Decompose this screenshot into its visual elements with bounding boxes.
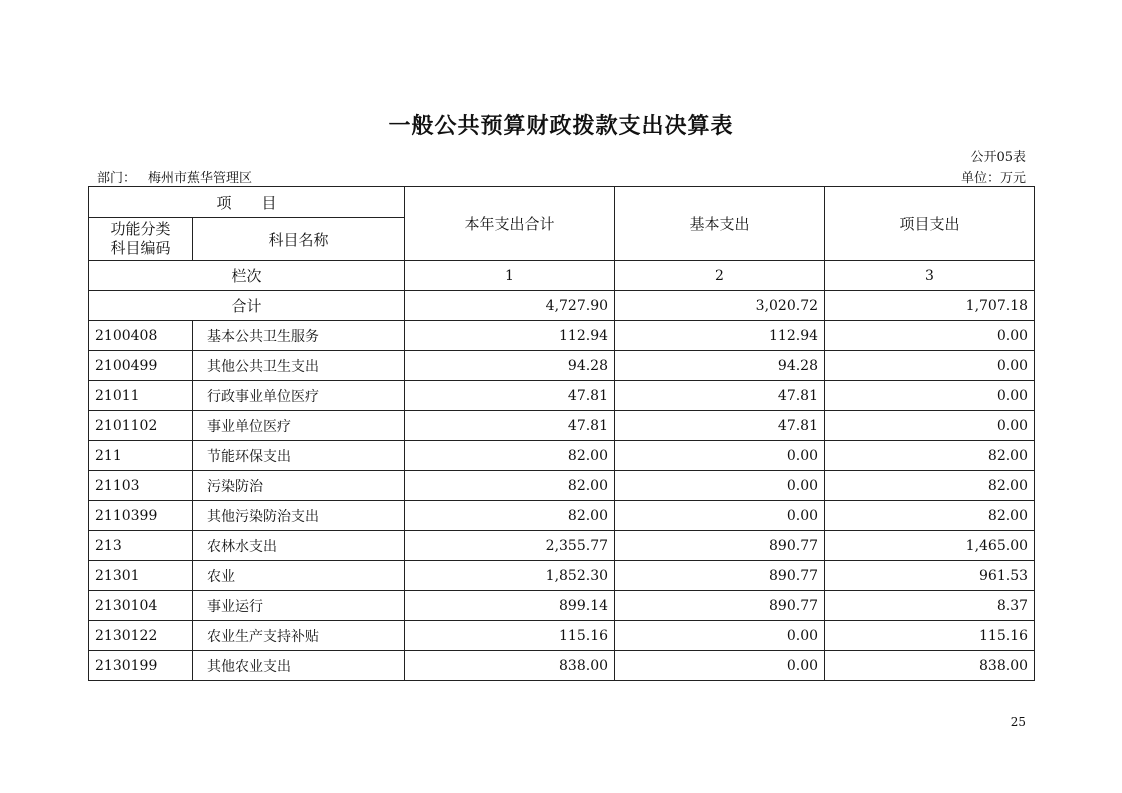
column-label: 栏次 xyxy=(89,261,405,291)
header-basic: 基本支出 xyxy=(615,187,825,261)
table-row xyxy=(89,531,1035,561)
table-row xyxy=(89,651,1035,681)
column-number-2: 2 xyxy=(615,261,825,291)
row-basic: 47.81 xyxy=(615,411,825,441)
table-row xyxy=(89,381,1035,411)
row-project: 0.00 xyxy=(825,381,1035,411)
row-total: 94.28 xyxy=(405,351,615,381)
row-total: 838.00 xyxy=(405,651,615,681)
row-subject-name: 农业 xyxy=(193,561,405,591)
row-basic: 890.77 xyxy=(615,531,825,561)
table-row xyxy=(89,351,1035,381)
department-line xyxy=(97,167,252,186)
table-row xyxy=(89,321,1035,351)
header-subject-name: 科目名称 xyxy=(193,218,405,261)
header-project: 项目支出 xyxy=(825,187,1035,261)
table-row xyxy=(89,441,1035,471)
row-basic: 112.94 xyxy=(615,321,825,351)
row-project: 8.37 xyxy=(825,591,1035,621)
row-total: 82.00 xyxy=(405,501,615,531)
row-subject-name: 节能环保支出 xyxy=(193,441,405,471)
row-code: 2130122 xyxy=(89,621,193,651)
row-total: 112.94 xyxy=(405,321,615,351)
row-basic: 890.77 xyxy=(615,561,825,591)
table-row xyxy=(89,501,1035,531)
total-sum: 4,727.90 xyxy=(405,291,615,321)
department-label: 部门： xyxy=(97,171,137,186)
row-project: 0.00 xyxy=(825,321,1035,351)
row-subject-name: 农业生产支持补贴 xyxy=(193,621,405,651)
total-label: 合计 xyxy=(89,291,405,321)
row-project: 115.16 xyxy=(825,621,1035,651)
row-code: 2130104 xyxy=(89,591,193,621)
row-project: 82.00 xyxy=(825,471,1035,501)
row-project: 838.00 xyxy=(825,651,1035,681)
table-row xyxy=(89,591,1035,621)
row-project: 82.00 xyxy=(825,441,1035,471)
row-basic: 0.00 xyxy=(615,501,825,531)
row-basic: 47.81 xyxy=(615,381,825,411)
row-subject-name: 其他农业支出 xyxy=(193,651,405,681)
row-code: 21103 xyxy=(89,471,193,501)
table-row xyxy=(89,471,1035,501)
row-subject-name: 其他污染防治支出 xyxy=(193,501,405,531)
row-code: 2110399 xyxy=(89,501,193,531)
row-project: 82.00 xyxy=(825,501,1035,531)
row-project: 0.00 xyxy=(825,351,1035,381)
row-basic: 0.00 xyxy=(615,441,825,471)
unit-label: 单位：万元 xyxy=(960,171,1026,186)
row-code: 2100408 xyxy=(89,321,193,351)
header-func-code xyxy=(89,218,193,261)
row-code: 2101102 xyxy=(89,411,193,441)
row-total: 47.81 xyxy=(405,381,615,411)
row-basic: 0.00 xyxy=(615,651,825,681)
header-total: 本年支出合计 xyxy=(405,187,615,261)
row-subject-name: 事业运行 xyxy=(193,591,405,621)
row-total: 82.00 xyxy=(405,441,615,471)
column-number-row xyxy=(89,261,1035,291)
page-number: 25 xyxy=(1010,715,1026,729)
row-project: 0.00 xyxy=(825,411,1035,441)
row-total: 82.00 xyxy=(405,471,615,501)
department-value: 梅州市蕉华管理区 xyxy=(148,171,253,186)
header-func-code-line1: 功能分类 xyxy=(110,220,171,238)
row-subject-name: 行政事业单位医疗 xyxy=(193,381,405,411)
row-code: 213 xyxy=(89,531,193,561)
row-total: 899.14 xyxy=(405,591,615,621)
row-basic: 0.00 xyxy=(615,471,825,501)
row-subject-name: 其他公共卫生支出 xyxy=(193,351,405,381)
row-code: 2130199 xyxy=(89,651,193,681)
row-project: 1,465.00 xyxy=(825,531,1035,561)
column-number-1: 1 xyxy=(405,261,615,291)
row-total: 115.16 xyxy=(405,621,615,651)
header-row-1 xyxy=(89,187,1035,218)
row-code: 211 xyxy=(89,441,193,471)
total-row xyxy=(89,291,1035,321)
page-title: 一般公共预算财政拨款支出决算表 xyxy=(388,113,734,139)
row-basic: 890.77 xyxy=(615,591,825,621)
expenditure-table xyxy=(88,186,1035,681)
row-code: 21301 xyxy=(89,561,193,591)
row-project: 961.53 xyxy=(825,561,1035,591)
row-subject-name: 基本公共卫生服务 xyxy=(193,321,405,351)
row-total: 47.81 xyxy=(405,411,615,441)
total-project: 1,707.18 xyxy=(825,291,1035,321)
row-subject-name: 农林水支出 xyxy=(193,531,405,561)
total-basic: 3,020.72 xyxy=(615,291,825,321)
row-total: 2,355.77 xyxy=(405,531,615,561)
table-row xyxy=(89,411,1035,441)
table-row xyxy=(89,621,1035,651)
row-basic: 94.28 xyxy=(615,351,825,381)
table-number: 公开05表 xyxy=(970,150,1026,165)
row-total: 1,852.30 xyxy=(405,561,615,591)
row-subject-name: 污染防治 xyxy=(193,471,405,501)
row-subject-name: 事业单位医疗 xyxy=(193,411,405,441)
row-code: 2100499 xyxy=(89,351,193,381)
row-code: 21011 xyxy=(89,381,193,411)
row-basic: 0.00 xyxy=(615,621,825,651)
header-func-code-line2: 科目编码 xyxy=(110,239,171,257)
table-row xyxy=(89,561,1035,591)
column-number-3: 3 xyxy=(825,261,1035,291)
header-item: 项 目 xyxy=(89,187,405,218)
